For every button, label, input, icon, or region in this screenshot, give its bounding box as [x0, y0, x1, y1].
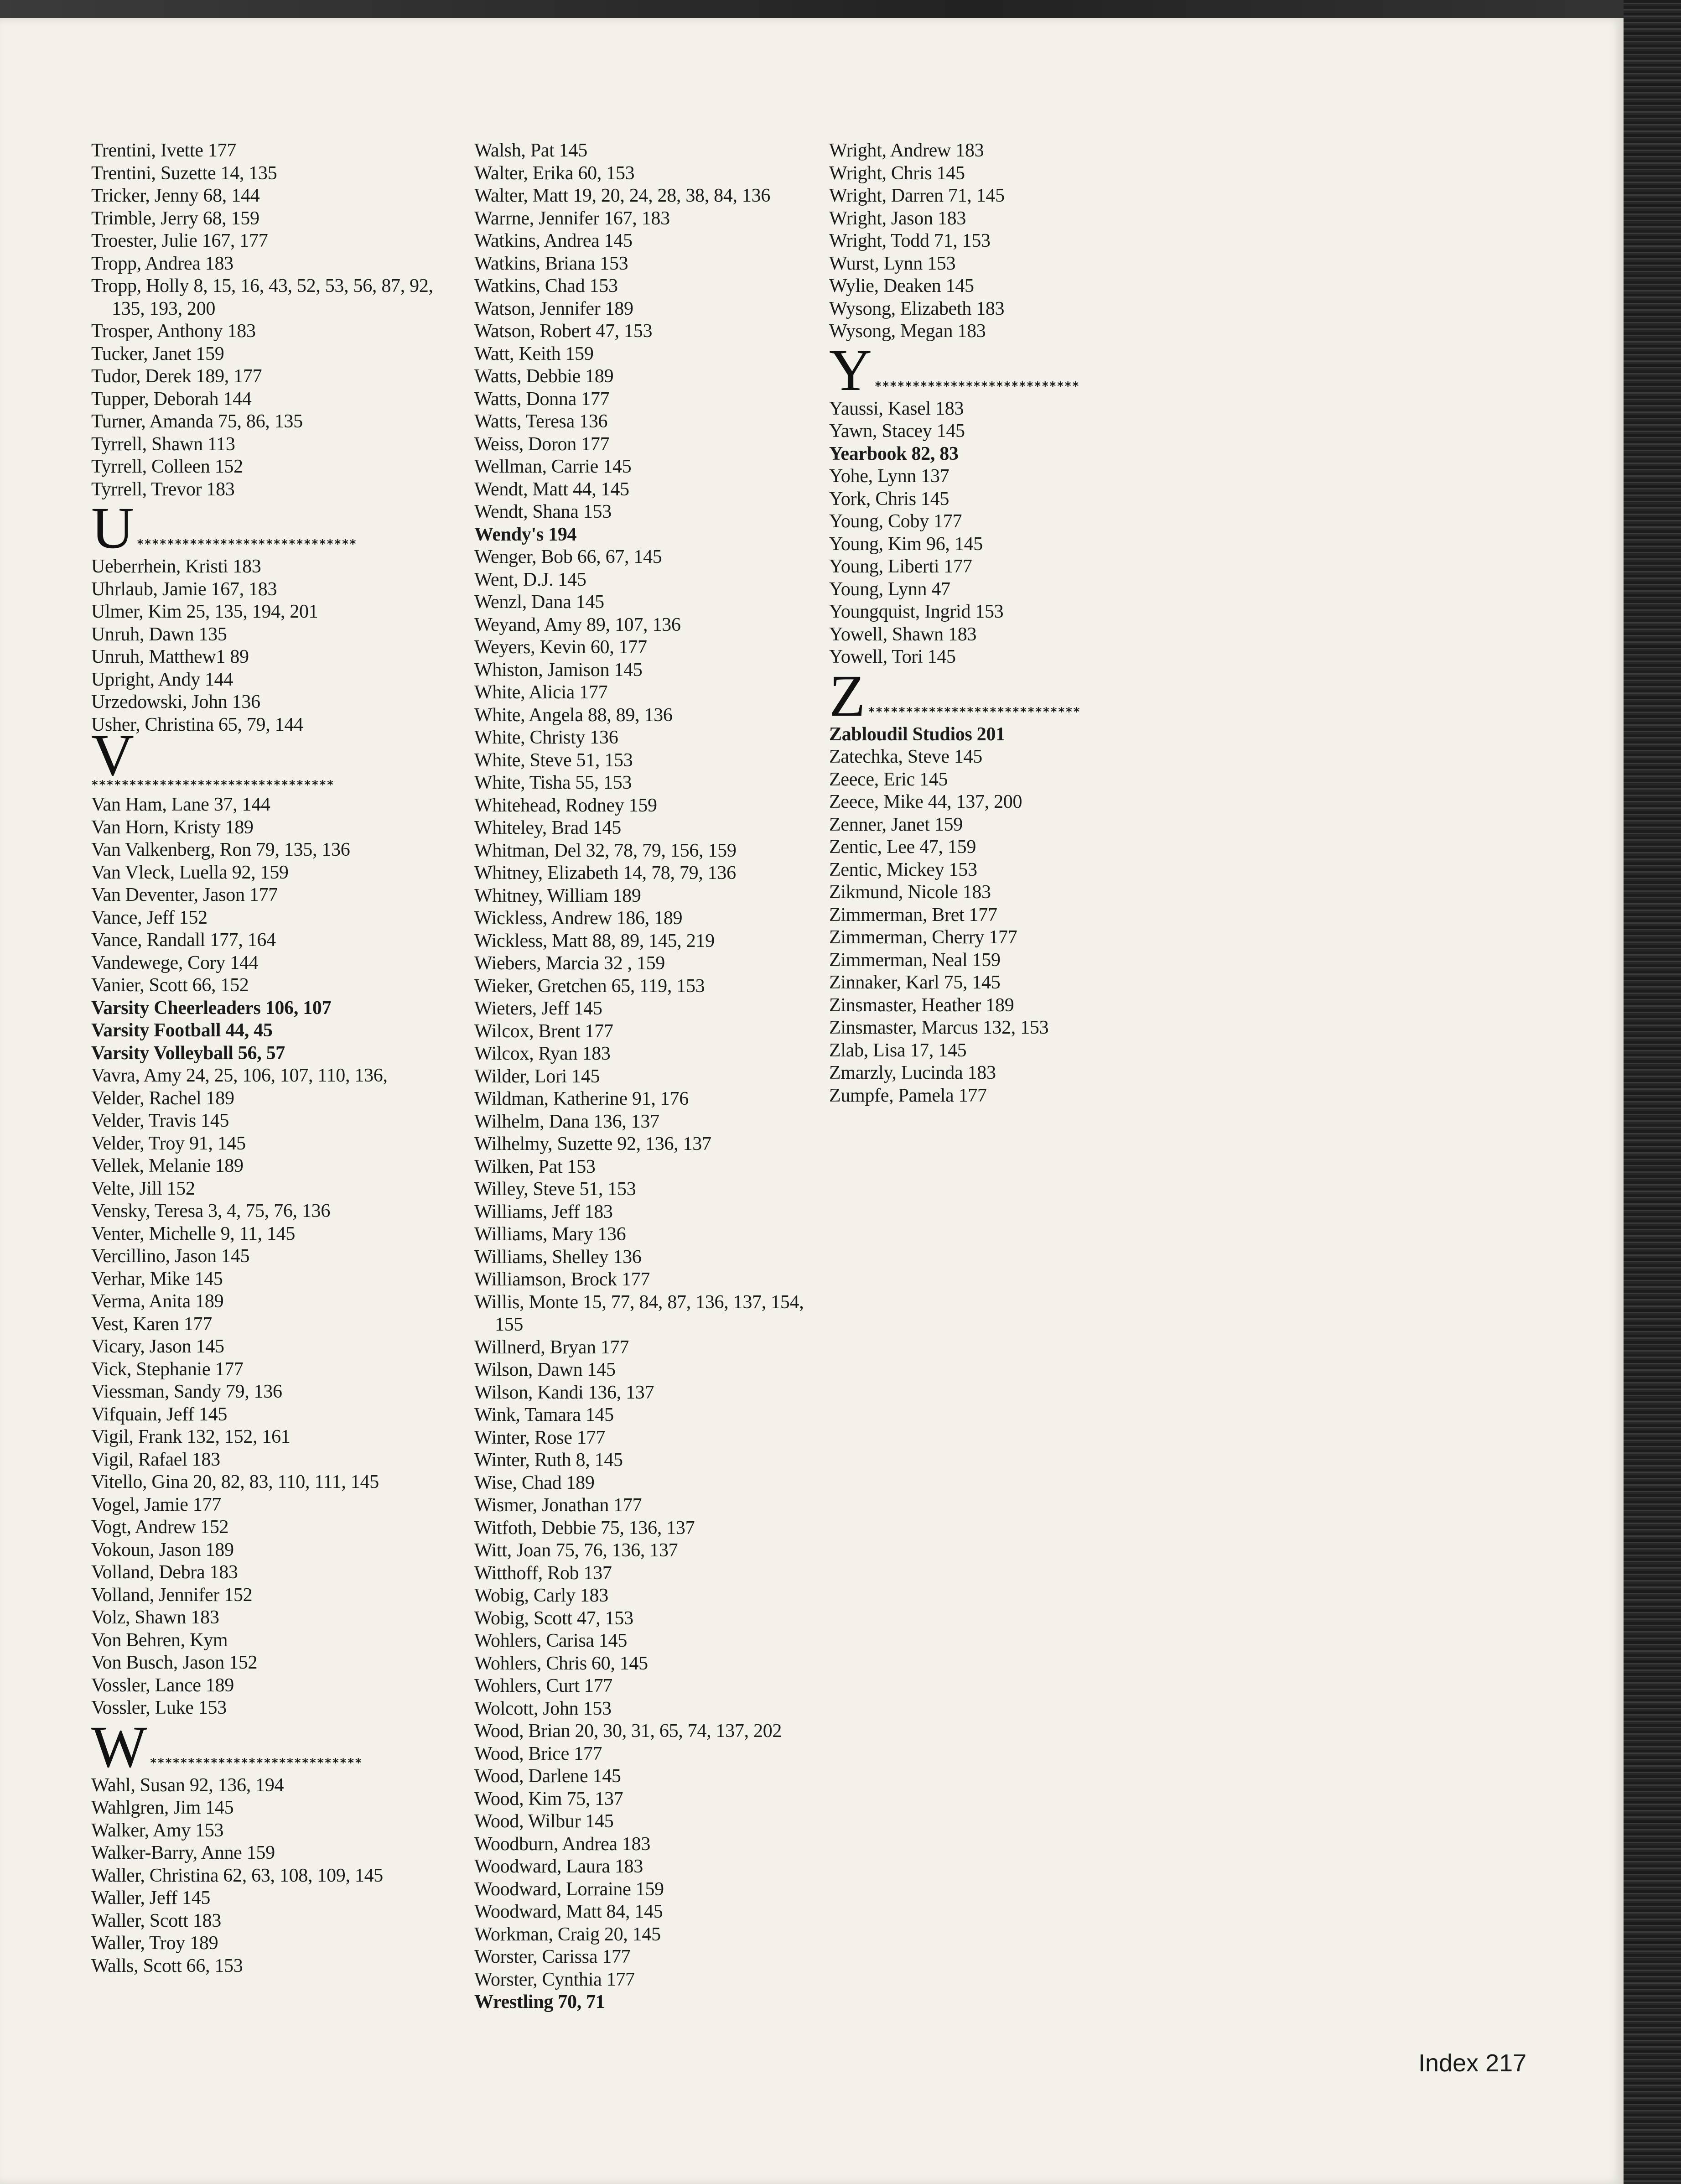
heading-rule: ****************************	[150, 1756, 363, 1770]
entries-w	[91, 1774, 456, 1978]
index-entry: Went, D.J. 145	[474, 569, 586, 590]
index-entry: White, Alicia 177	[474, 682, 608, 703]
entries-w-continued	[474, 140, 821, 2014]
index-entry: Wahl, Susan 92, 136, 194	[91, 1774, 284, 1796]
index-entry: Woodward, Matt 84, 145	[474, 1901, 663, 1922]
letter-heading-z	[829, 663, 1176, 729]
index-entry: Worster, Cynthia 177	[474, 1969, 635, 1990]
scan-top-edge	[0, 0, 1624, 18]
index-entry: Unruh, Matthew1 89	[91, 646, 249, 667]
index-entry: Wood, Brice 177	[474, 1743, 602, 1764]
index-entry: Von Behren, Kym	[91, 1629, 228, 1651]
index-entry: Wylie, Deaken 145	[829, 276, 974, 296]
index-entry: Ulmer, Kim 25, 135, 194, 201	[91, 601, 318, 622]
index-entry: Vossler, Luke 153	[91, 1697, 227, 1718]
heading-letter: Y	[829, 337, 872, 403]
index-entry: Vercillino, Jason 145	[91, 1246, 250, 1267]
index-entry: Whitney, William 189	[474, 885, 641, 906]
index-entry: Velder, Rachel 189	[91, 1087, 234, 1109]
heading-letter: Z	[829, 663, 866, 729]
index-entry: White, Tisha 55, 153	[474, 772, 632, 793]
index-entry: Weiss, Doron 177	[474, 433, 610, 455]
index-entry: Witthoff, Rob 137	[474, 1562, 612, 1584]
book-binding	[1624, 0, 1681, 2184]
index-entry: Vogt, Andrew 152	[91, 1517, 229, 1538]
heading-rule: *****************************	[136, 537, 357, 551]
index-entry: Wink, Tamara 145	[474, 1404, 614, 1425]
index-entry: Volland, Debra 183	[91, 1562, 238, 1583]
index-entry: Zikmund, Nicole 183	[829, 882, 991, 903]
index-entry: Walls, Scott 66, 153	[91, 1955, 243, 1976]
index-entry: Vandewege, Cory 144	[91, 952, 259, 973]
index-entry: Vifquain, Jeff 145	[91, 1404, 228, 1425]
index-entry: Wright, Todd 71, 153	[829, 230, 991, 251]
heading-rule: ***************************	[874, 379, 1080, 393]
index-entry: Williamson, Brock 177	[474, 1269, 650, 1290]
index-entry: Tricker, Jenny 68, 144	[91, 185, 260, 206]
index-entry: Wright, Jason 183	[829, 208, 966, 229]
index-entry: Trentini, Ivette 177	[91, 140, 236, 161]
index-entry: Zimmerman, Cherry 177	[829, 927, 1017, 948]
index-entry: Wood, Kim 75, 137	[474, 1788, 623, 1810]
index-entry: Vavra, Amy 24, 25, 106, 107, 110, 136,	[91, 1065, 388, 1086]
index-entry: Whiteley, Brad 145	[474, 817, 621, 838]
index-entry: Von Busch, Jason 152	[91, 1652, 258, 1673]
index-entry: Wieters, Jeff 145	[474, 998, 602, 1019]
index-entry: Wilhelm, Dana 136, 137	[474, 1111, 659, 1132]
index-entry: Varsity Football 44, 45	[91, 1020, 273, 1041]
index-entry: Volland, Jennifer 152	[91, 1584, 253, 1606]
page-number: Index 217	[1418, 2049, 1527, 2077]
index-entry: Wohlers, Curt 177	[474, 1675, 612, 1696]
index-entry: Witfoth, Debbie 75, 136, 137	[474, 1517, 695, 1539]
index-entry: Zlab, Lisa 17, 145	[829, 1040, 967, 1061]
index-entry: Wendt, Shana 153	[474, 501, 612, 522]
index-entry: Yowell, Shawn 183	[829, 624, 977, 645]
letter-heading-w	[91, 1714, 456, 1780]
index-entry: Tyrrell, Shawn 113	[91, 433, 235, 455]
index-entry: Zentic, Mickey 153	[829, 859, 977, 880]
index-entry: Warrne, Jennifer 167, 183	[474, 208, 670, 229]
entries-w-end	[829, 140, 1176, 343]
index-entry: Wright, Darren 71, 145	[829, 185, 1005, 206]
index-entry: Zimmerman, Neal 159	[829, 949, 1001, 971]
index-entry: Verma, Anita 189	[91, 1291, 224, 1312]
index-entry: Zinnaker, Karl 75, 145	[829, 972, 1001, 993]
index-entry: Williams, Jeff 183	[474, 1201, 613, 1222]
index-entry: Velder, Travis 145	[91, 1110, 229, 1131]
index-entry: Williams, Mary 136	[474, 1224, 626, 1245]
index-entry: Winter, Rose 177	[474, 1427, 605, 1448]
index-entry: Zeece, Eric 145	[829, 769, 948, 790]
index-entry: Tropp, Andrea 183	[91, 253, 233, 274]
index-entry: Wellman, Carrie 145	[474, 456, 632, 477]
index-entry: Velte, Jill 152	[91, 1178, 195, 1199]
index-entry: Wilhelmy, Suzette 92, 136, 137	[474, 1134, 711, 1154]
index-entry: Yearbook 82, 83	[829, 443, 959, 464]
index-entry: Vanier, Scott 66, 152	[91, 975, 249, 996]
index-entry: Varsity Cheerleaders 106, 107	[91, 997, 332, 1019]
index-entry: Zabloudil Studios 201	[829, 723, 1005, 745]
index-entry: Zinsmaster, Heather 189	[829, 994, 1014, 1016]
index-entry: Willnerd, Bryan 177	[474, 1336, 629, 1358]
index-entry: Volz, Shawn 183	[91, 1607, 219, 1628]
index-entry: Watts, Debbie 189	[474, 366, 614, 387]
index-entry: Wenzl, Dana 145	[474, 592, 604, 613]
index-entry: Waller, Troy 189	[91, 1933, 218, 1954]
index-entry: Wildman, Katherine 91, 176	[474, 1088, 689, 1109]
index-entry: Young, Kim 96, 145	[829, 533, 983, 555]
index-entry: Wendy's 194	[474, 524, 577, 545]
index-entry: White, Angela 88, 89, 136	[474, 704, 673, 726]
index-column-3	[829, 140, 1176, 1107]
index-entry: Wohlers, Chris 60, 145	[474, 1653, 648, 1674]
index-entry: Watson, Robert 47, 153	[474, 321, 653, 342]
index-entry: Whitman, Del 32, 78, 79, 156, 159	[474, 840, 737, 861]
index-entry: Watts, Teresa 136	[474, 411, 608, 432]
index-entry: Witt, Joan 75, 76, 136, 137	[474, 1540, 678, 1561]
index-entry: Whitehead, Rodney 159	[474, 795, 657, 816]
index-entry: Upright, Andy 144	[91, 669, 233, 690]
index-entry: Zentic, Lee 47, 159	[829, 837, 976, 858]
index-entry: Wilken, Pat 153	[474, 1156, 596, 1177]
index-entry: Wood, Darlene 145	[474, 1766, 621, 1787]
index-entry: Unruh, Dawn 135	[91, 624, 227, 645]
index-entry: Zumpfe, Pamela 177	[829, 1085, 987, 1106]
index-entry: Watts, Donna 177	[474, 388, 610, 410]
index-column-1	[91, 140, 456, 1977]
entries-t	[91, 140, 456, 501]
index-entry: Vance, Randall 177, 164	[91, 930, 276, 951]
index-entry: Tyrrell, Colleen 152	[91, 456, 243, 477]
index-entry: Vossler, Lance 189	[91, 1674, 234, 1696]
index-entry: Zatechka, Steve 145	[829, 746, 983, 767]
index-entry: Wood, Brian 20, 30, 31, 65, 74, 137, 202	[474, 1721, 782, 1742]
index-entry: Tyrrell, Trevor 183	[91, 478, 235, 500]
index-entry: Velder, Troy 91, 145	[91, 1133, 246, 1154]
index-entry: Yawn, Stacey 145	[829, 421, 965, 442]
index-entry: Wilcox, Ryan 183	[474, 1043, 611, 1064]
index-entry: Watkins, Briana 153	[474, 253, 628, 274]
index-entry: Yowell, Tori 145	[829, 646, 956, 667]
index-entry: Wieker, Gretchen 65, 119, 153	[474, 975, 705, 997]
index-entry: White, Steve 51, 153	[474, 749, 633, 771]
index-entry: Ueberrhein, Kristi 183	[91, 556, 261, 577]
index-entry: Waller, Jeff 145	[91, 1888, 211, 1908]
index-entry: White, Christy 136	[474, 727, 618, 748]
index-entry: Walker-Barry, Anne 159	[91, 1842, 275, 1863]
index-entry: Van Horn, Kristy 189	[91, 816, 254, 838]
index-entry: Yohe, Lynn 137	[829, 466, 949, 487]
index-entry: Watkins, Andrea 145	[474, 230, 633, 251]
index-entry: Wickless, Matt 88, 89, 145, 219	[474, 930, 715, 952]
index-entry: Van Deventer, Jason 177	[91, 884, 278, 905]
index-entry: Varsity Volleyball 56, 57	[91, 1042, 285, 1064]
heading-letter: V	[91, 723, 134, 788]
index-entry: Vicary, Jason 145	[91, 1336, 224, 1357]
heading-letter: W	[91, 1714, 147, 1780]
index-entry: Young, Lynn 47	[829, 578, 950, 600]
index-entry: Vick, Stephanie 177	[91, 1358, 244, 1380]
index-entry: Worster, Carissa 177	[474, 1946, 631, 1967]
index-entry: Trimble, Jerry 68, 159	[91, 208, 259, 229]
index-page	[0, 18, 1624, 2184]
index-column-2	[474, 140, 821, 2014]
letter-heading-y	[829, 337, 1176, 403]
index-entry: Vest, Karen 177	[91, 1313, 212, 1335]
index-entry: Wobig, Carly 183	[474, 1585, 608, 1606]
index-entry: Woodburn, Andrea 183	[474, 1833, 651, 1855]
index-entry: Zinsmaster, Marcus 132, 153	[829, 1017, 1049, 1038]
index-entry: Wilcox, Brent 177	[474, 1020, 613, 1042]
heading-letter: U	[91, 495, 134, 561]
index-entry: Wilson, Kandi 136, 137	[474, 1382, 654, 1403]
index-entry: York, Chris 145	[829, 488, 949, 510]
index-entry: Tucker, Janet 159	[91, 343, 224, 364]
index-entry: Wysong, Elizabeth 183	[829, 298, 1005, 319]
index-entry: Tudor, Derek 189, 177	[91, 366, 262, 387]
index-entry: Youngquist, Ingrid 153	[829, 601, 1004, 622]
index-entry: Zimmerman, Bret 177	[829, 904, 997, 926]
index-entry: Vance, Jeff 152	[91, 907, 208, 928]
index-entry: Wahlgren, Jim 145	[91, 1797, 234, 1818]
index-entry: Willey, Steve 51, 153	[474, 1179, 636, 1200]
index-entry: Willis, Monte 15, 77, 84, 87, 136, 137, 154, 155	[474, 1291, 804, 1335]
index-entry: Wysong, Megan 183	[829, 321, 986, 342]
index-entry: Wilson, Dawn 145	[474, 1359, 616, 1380]
index-entry: Watkins, Chad 153	[474, 276, 618, 296]
index-entry: Workman, Craig 20, 145	[474, 1924, 661, 1945]
index-entry: Vellek, Melanie 189	[91, 1155, 244, 1176]
index-entry: Wenger, Bob 66, 67, 145	[474, 546, 662, 567]
index-entry: Wise, Chad 189	[474, 1472, 595, 1493]
index-entry: Vitello, Gina 20, 82, 83, 110, 111, 145	[91, 1472, 379, 1492]
index-entry: Tropp, Holly 8, 15, 16, 43, 52, 53, 56, 87, 92, 135, 193, 200	[91, 276, 433, 319]
index-entry: Vokoun, Jason 189	[91, 1539, 234, 1560]
index-entry: Wickless, Andrew 186, 189	[474, 908, 683, 929]
index-entry: Uhrlaub, Jamie 167, 183	[91, 578, 277, 600]
index-entry: Vigil, Rafael 183	[91, 1449, 220, 1470]
index-entry: Walter, Matt 19, 20, 24, 28, 38, 84, 136	[474, 185, 771, 206]
index-entry: Wrestling 70, 71	[474, 1992, 605, 2012]
index-entry: Wright, Andrew 183	[829, 140, 984, 161]
index-entry: Trentini, Suzette 14, 135	[91, 162, 277, 184]
index-entry: Wilder, Lori 145	[474, 1066, 600, 1087]
heading-rule: ****************************	[868, 705, 1081, 719]
index-entry: Vensky, Teresa 3, 4, 75, 76, 136	[91, 1201, 331, 1222]
entries-y	[829, 398, 1176, 669]
entries-z	[829, 723, 1176, 1108]
index-entry: Walter, Erika 60, 153	[474, 162, 635, 184]
index-entry: Whiston, Jamison 145	[474, 659, 643, 681]
index-entry: Waller, Scott 183	[91, 1910, 221, 1931]
index-entry: Whitney, Elizabeth 14, 78, 79, 136	[474, 863, 736, 884]
index-entry: Walsh, Pat 145	[474, 140, 587, 161]
index-entry: Urzedowski, John 136	[91, 692, 260, 712]
index-entry: Watson, Jennifer 189	[474, 298, 633, 319]
index-entry: Waller, Christina 62, 63, 108, 109, 145	[91, 1865, 383, 1886]
index-entry: Young, Liberti 177	[829, 556, 972, 577]
index-entry: Wolcott, John 153	[474, 1698, 612, 1719]
index-entry: Zeece, Mike 44, 137, 200	[829, 791, 1022, 812]
index-entry: Vogel, Jamie 177	[91, 1494, 221, 1515]
index-entry: Watt, Keith 159	[474, 343, 594, 364]
index-entry: Zmarzly, Lucinda 183	[829, 1062, 996, 1083]
letter-heading-u	[91, 495, 456, 561]
index-entry: Van Ham, Lane 37, 144	[91, 794, 270, 815]
index-entry: Venter, Michelle 9, 11, 145	[91, 1223, 296, 1244]
index-entry: Weyers, Kevin 60, 177	[474, 637, 647, 658]
index-entry: Walker, Amy 153	[91, 1820, 224, 1841]
index-entry: Weyand, Amy 89, 107, 136	[474, 614, 681, 635]
index-entry: Van Vleck, Luella 92, 159	[91, 862, 289, 883]
index-entry: Young, Coby 177	[829, 511, 962, 532]
index-entry: Van Valkenberg, Ron 79, 135, 136	[91, 839, 350, 860]
index-entry: Wendt, Matt 44, 145	[474, 478, 629, 500]
index-entry: Woodward, Lorraine 159	[474, 1878, 664, 1900]
index-entry: Wood, Wilbur 145	[474, 1811, 614, 1832]
index-entry: Winter, Ruth 8, 145	[474, 1450, 623, 1471]
index-entry: Woodward, Laura 183	[474, 1856, 643, 1877]
index-entry: Tupper, Deborah 144	[91, 388, 252, 410]
index-entry: Usher, Christina 65, 79, 144	[91, 714, 303, 735]
index-entry: Trosper, Anthony 183	[91, 321, 256, 342]
heading-rule: ********************************	[91, 778, 334, 792]
index-entry: Yaussi, Kasel 183	[829, 398, 964, 419]
index-entry: Viessman, Sandy 79, 136	[91, 1381, 282, 1402]
index-entry: Verhar, Mike 145	[91, 1268, 223, 1290]
index-entry: Williams, Shelley 136	[474, 1246, 642, 1268]
entries-u	[91, 556, 456, 736]
index-entry: Wobig, Scott 47, 153	[474, 1607, 633, 1629]
index-entry: Zenner, Janet 159	[829, 814, 963, 835]
index-entry: Wurst, Lynn 153	[829, 253, 956, 274]
index-entry: Wismer, Jonathan 177	[474, 1495, 642, 1516]
entries-v	[91, 794, 456, 1720]
index-entry: Troester, Julie 167, 177	[91, 230, 268, 251]
index-entry: Turner, Amanda 75, 86, 135	[91, 411, 303, 432]
index-entry: Wohlers, Carisa 145	[474, 1630, 628, 1651]
index-entry: Wright, Chris 145	[829, 162, 965, 184]
index-entry: Vigil, Frank 132, 152, 161	[91, 1426, 291, 1447]
index-entry: Wiebers, Marcia 32 , 159	[474, 953, 665, 974]
